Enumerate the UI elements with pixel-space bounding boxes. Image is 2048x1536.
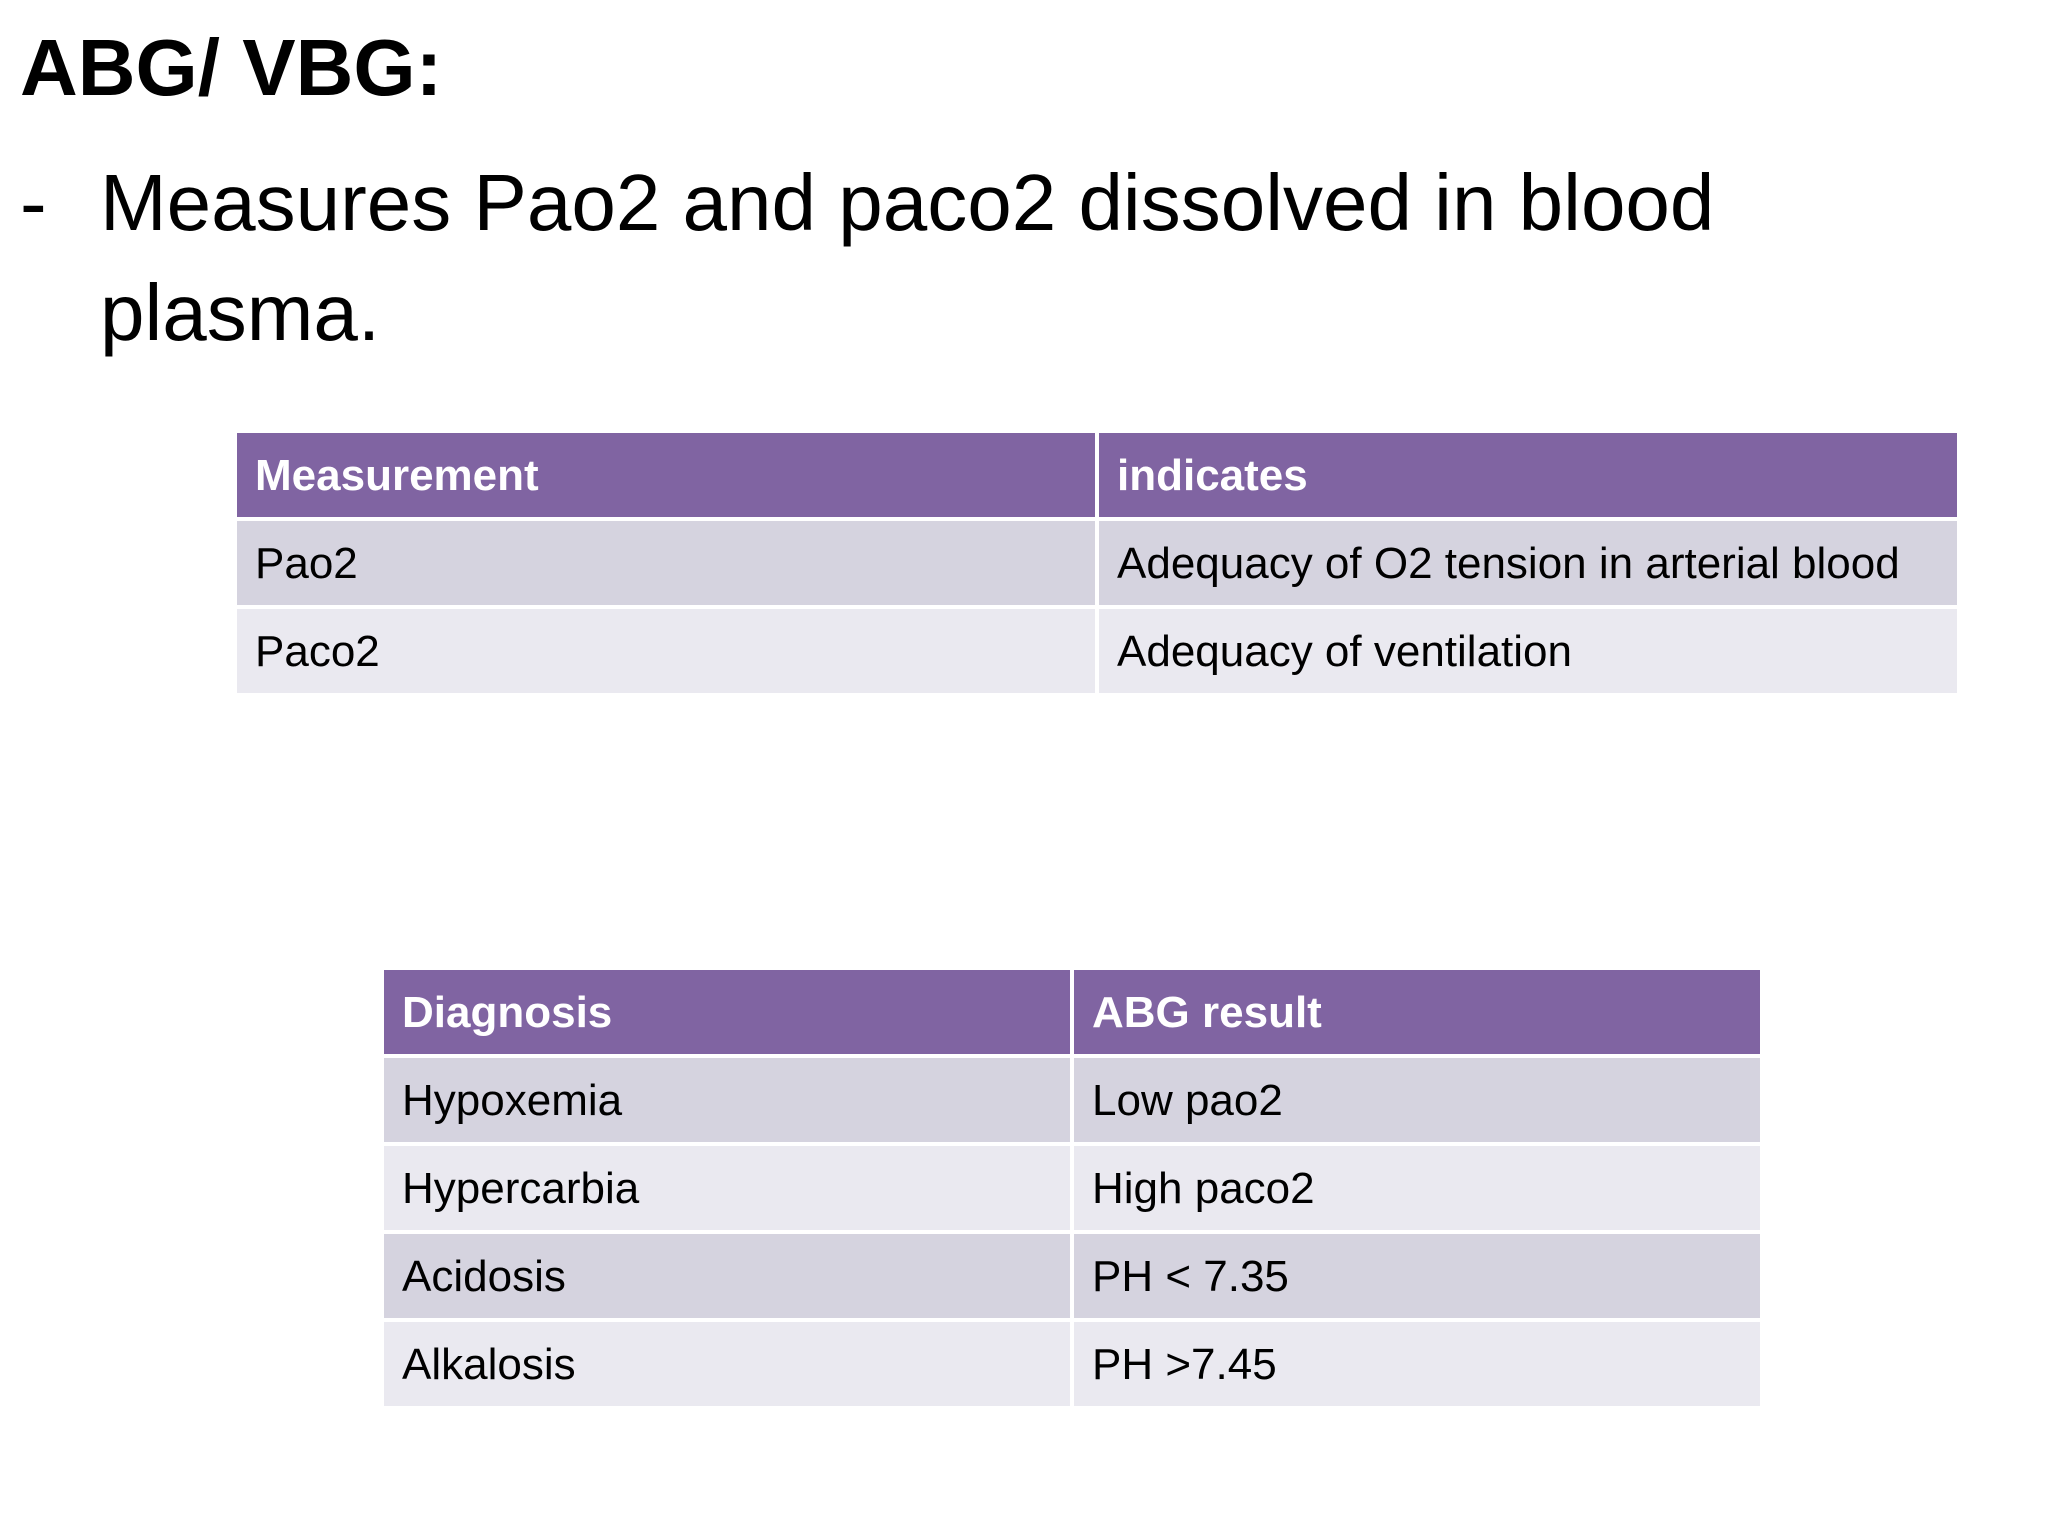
table-cell: Low pao2	[1074, 1058, 1760, 1142]
table-row	[237, 609, 1957, 693]
bullet-point	[20, 148, 1880, 368]
table-cell: Acidosis	[384, 1234, 1070, 1318]
measurement-table	[233, 429, 1961, 697]
table-header-row	[384, 970, 1760, 1054]
table-row	[384, 1234, 1760, 1318]
table-cell: Hypoxemia	[384, 1058, 1070, 1142]
table-row	[384, 1058, 1760, 1142]
slide-title: ABG/ VBG:	[20, 23, 443, 112]
table-cell: PH < 7.35	[1074, 1234, 1760, 1318]
column-header-measurement: Measurement	[237, 433, 1095, 517]
table-cell: High paco2	[1074, 1146, 1760, 1230]
column-header-indicates: indicates	[1099, 433, 1957, 517]
column-header-diagnosis: Diagnosis	[384, 970, 1070, 1054]
column-header-abg-result: ABG result	[1074, 970, 1760, 1054]
table-row	[384, 1146, 1760, 1230]
bullet-text: Measures Pao2 and paco2 dissolved in blood plasma.	[100, 158, 1715, 357]
diagnosis-table	[380, 966, 1764, 1410]
table-cell: Adequacy of ventilation	[1099, 609, 1957, 693]
table-header-row	[237, 433, 1957, 517]
bullet-marker: -	[20, 158, 47, 247]
table-cell: Adequacy of O2 tension in arterial blood	[1099, 521, 1957, 605]
table-row	[237, 521, 1957, 605]
table-row	[384, 1322, 1760, 1406]
table-cell: Alkalosis	[384, 1322, 1070, 1406]
table-cell: Pao2	[237, 521, 1095, 605]
table-cell: Hypercarbia	[384, 1146, 1070, 1230]
table-cell: Paco2	[237, 609, 1095, 693]
table-cell: PH >7.45	[1074, 1322, 1760, 1406]
